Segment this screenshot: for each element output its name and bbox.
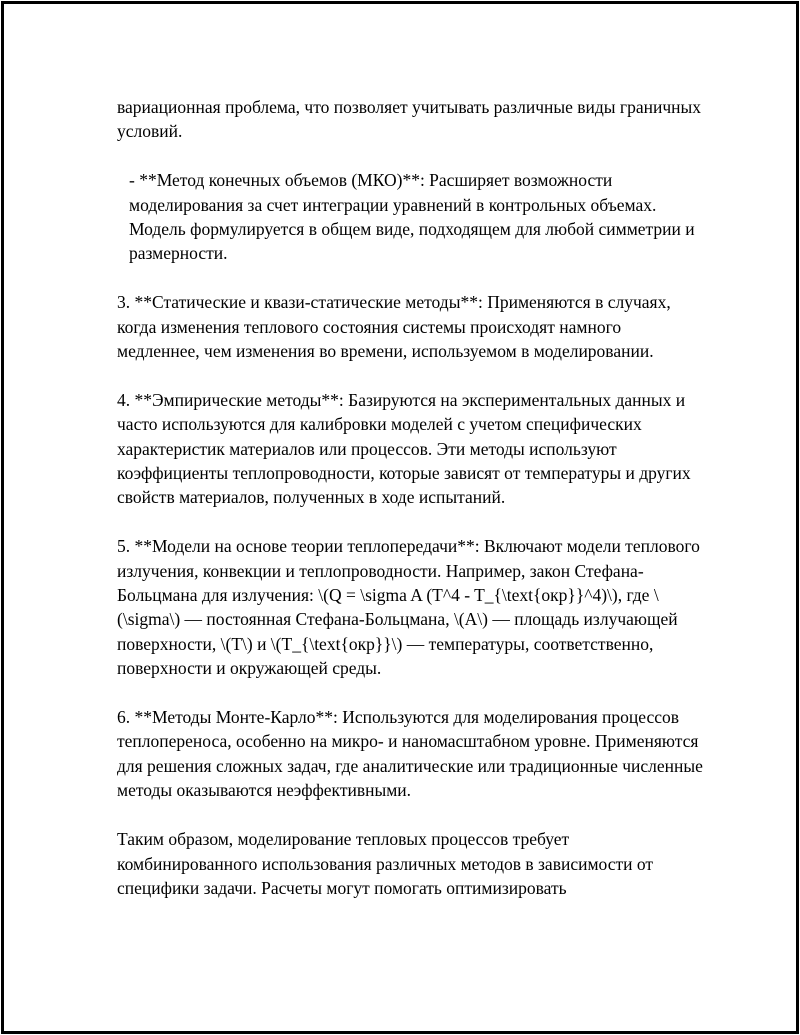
paragraph-finite-volume-method: - **Метод конечных объемов (МКО)**: Расширяет возможности моделирования за счет интеграции уравнений в контрольных объемах. Модель формулируется в общем виде, подходящем для любой симметрии и размерности. xyxy=(129,170,695,264)
paragraph-heat-transfer-models: 5. **Модели на основе теории теплопередачи**: Включают модели теплового излучения, конвекции и теплопроводности. Например, закон Стефана-Больцмана для излучения: \(Q = \sigma A (T^4 - T_{\text{окр}}^4)\), где \(\sigma\) — постоянная Стефана-Больцмана, \(A\) — площадь излучающей поверхности, \(T\) и \(T_{\text{окр}}\) — температуры, соответственно, поверхности и окружающей среды. xyxy=(117,536,700,679)
paragraph-static-methods: 3. **Статические и квази-статические методы**: Применяются в случаях, когда изменения теплового состояния системы происходят намного медленнее, чем изменения во времени, используемом в моделировании. xyxy=(117,292,671,362)
paragraph-monte-carlo-methods: 6. **Методы Монте-Карло**: Используются для моделирования процессов теплопереноса, особенно на микро- и наномасштабном уровне. Применяются для решения сложных задач, где аналитические или традиционные численные методы оказываются неэффективными. xyxy=(117,707,703,801)
paragraph-variational-problem: вариационная проблема, что позволяет учитывать различные виды граничных условий. xyxy=(117,97,702,142)
document-body xyxy=(117,95,707,900)
paragraph-conclusion: Таким образом, моделирование тепловых процессов требует комбинированного использования различных методов в зависимости от специфики задачи. Расчеты могут помогать оптимизировать xyxy=(117,829,654,898)
paragraph-empirical-methods: 4. **Эмпирические методы**: Базируются на экспериментальных данных и часто используются для калибровки моделей с учетом специфических характеристик материалов или процессов. Эти методы используют коэффициенты теплопроводности, которые зависят от температуры и других свойств материалов, полученных в ходе испытаний. xyxy=(117,389,691,508)
